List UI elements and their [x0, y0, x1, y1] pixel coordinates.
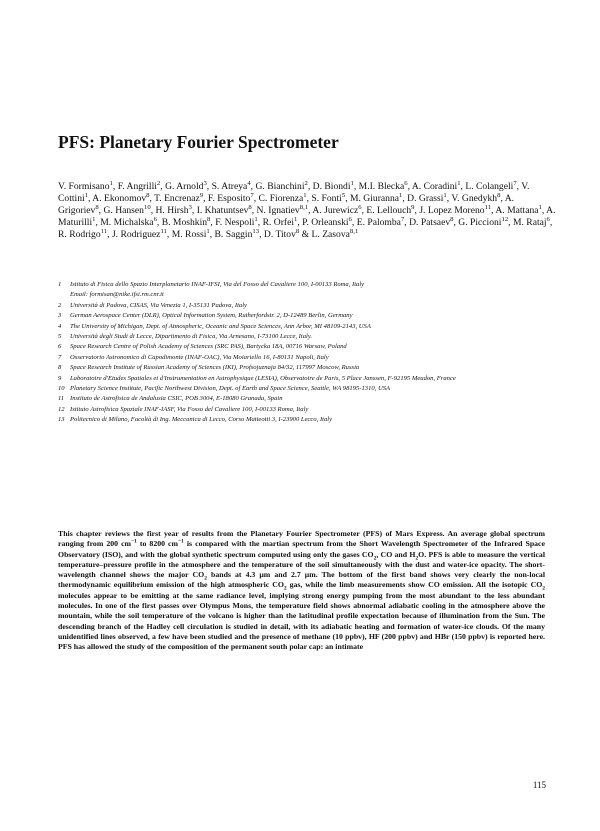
affiliation-item [58, 415, 558, 425]
affiliation-number: 9 [58, 374, 62, 382]
author-name: M. Rossi [171, 229, 207, 240]
author-name: M. Michalska [100, 217, 154, 228]
author-name: A. Grigoriev [58, 193, 515, 216]
affiliation-text: Politecnico di Milano, Facoltà di Ing. Meccanica di Lecco, Corso Matteotti 3, I-23900 Lecco, Italy [70, 416, 333, 424]
author-name: L. Colangeli [465, 181, 514, 192]
author-affiliation-mark: 6 [404, 179, 408, 187]
author-affiliation-mark: 1 [457, 179, 461, 187]
abstract-text: 2 [415, 555, 419, 562]
author-name: F. Angrilli [117, 181, 157, 192]
author-name: A. Mattana [495, 205, 539, 216]
affiliation-item [58, 384, 558, 394]
author-affiliation-mark: 3 [188, 203, 192, 211]
author-affiliation-mark: 8 [248, 203, 252, 211]
author-affiliation-mark: 1 [303, 191, 307, 199]
author-affiliation-mark: 2 [156, 179, 161, 187]
author [312, 229, 359, 240]
author-name: G. Hansen [103, 205, 144, 216]
affiliation-text: Planetary Science Institute, Pacific Northwest Division, Dept. of Earth and Space Science, Seattle, WA 98195-1310, USA [70, 385, 391, 393]
affiliation-item [58, 280, 558, 290]
author-name: S. Atreya [211, 181, 248, 192]
author-name: D. Patsaev [409, 217, 451, 228]
affiliation-number: 6 [58, 343, 62, 351]
affiliation-number: 8 [58, 364, 62, 372]
author [407, 193, 447, 204]
author-affiliation-mark: 1 [399, 191, 403, 199]
affiliation-text: German Aerospace Center (DLR), Optical Information System, Rutherfordstr. 2, D-12489 Berlin, Germany [70, 312, 353, 320]
author-affiliation-mark: 8 [450, 215, 454, 223]
author-affiliation-mark: 5 [341, 191, 346, 199]
author-name: M. Giuranna [349, 193, 400, 204]
abstract-text: , CO and H [376, 549, 416, 559]
author-affiliation-mark: 12 [501, 215, 509, 223]
affiliation-text: Instituto de Astrofisica de Andalusia CSIC, POB 3004, E-18080 Granada, Spain [70, 395, 283, 403]
author [412, 181, 461, 192]
author [103, 205, 150, 216]
author-name: N. Ignatiev [256, 205, 300, 216]
author-name: F. Nespoli [215, 217, 255, 228]
author-affiliation-mark: 1 [443, 191, 447, 199]
author [58, 229, 107, 240]
affiliation-number: 13 [58, 416, 65, 424]
affiliation-item [58, 405, 558, 415]
author-affiliation-mark: 8,1 [349, 227, 359, 235]
author [366, 205, 414, 216]
author-affiliation-mark: 8,1 [299, 203, 309, 211]
author-affiliation-mark: 8 [95, 203, 99, 211]
author-affiliation-mark: 1 [350, 179, 354, 187]
author [458, 217, 508, 228]
author-affiliation-mark: 7 [250, 191, 254, 199]
abstract-text: to 8200 cm [136, 539, 179, 549]
affiliation-item [58, 363, 558, 373]
author [255, 181, 307, 192]
author [313, 181, 354, 192]
author-name: D. Grassi [407, 193, 444, 204]
author-name: E. Lellouch [366, 205, 412, 216]
author [154, 193, 203, 204]
affiliation-item [58, 353, 558, 363]
author [165, 181, 207, 192]
author-affiliation-mark: 1 [84, 191, 89, 199]
author [58, 181, 113, 192]
affiliation-text: Email: formisan@nike.ifsi.rm.cnr.it [70, 291, 164, 299]
affiliation-item [58, 322, 558, 332]
author-affiliation-mark: 1 [109, 179, 113, 187]
author-name: F. Esposito [207, 193, 251, 204]
affiliation-list [58, 280, 558, 426]
author [215, 229, 260, 240]
author-name: T. Encrenaz [154, 193, 200, 204]
author-name: M.I. Blecka [358, 181, 405, 192]
author [162, 217, 211, 228]
affiliation-number: 7 [58, 353, 62, 361]
author [155, 205, 191, 216]
affiliation-item [58, 290, 558, 300]
abstract-text: This chapter reviews the first year of results from the Planetary Fourier Spectrometer (PFS) of Mars Express. An average global spectrum ranging from 200 cm [58, 529, 545, 549]
page-number: 115 [532, 780, 546, 790]
author-name: B. Saggin [214, 229, 253, 240]
author [359, 181, 408, 192]
author-affiliation-mark: 7 [400, 215, 405, 223]
author-affiliation-mark: 11 [160, 227, 167, 235]
affiliation-item [58, 374, 558, 384]
affiliation-number: 5 [58, 333, 62, 341]
author [212, 181, 251, 192]
author-name: A. Ekonomov [92, 193, 147, 204]
affiliation-text: Laboratoire d'Etudes Spatiales et d'Instrumentation en Astrophysique (LESIA), Observatoire de Paris, 5 Place Janssen, F-92195 Meudon, France [70, 374, 456, 382]
author-affiliation-mark: 7 [513, 179, 517, 187]
author-affiliation-mark: 1 [538, 203, 542, 211]
author [263, 217, 298, 228]
affiliation-text: Università di Padova, CISAS, Via Venezia 1, I-35131 Padova, Italy [70, 301, 247, 309]
author-name: I. Khatuntsev [196, 205, 249, 216]
author [215, 217, 258, 228]
author-affiliation-mark: 8 [207, 215, 211, 223]
author [257, 205, 309, 216]
author-affiliation-mark: 6 [348, 215, 352, 223]
author [100, 217, 157, 228]
author [302, 217, 352, 228]
author-affiliation-mark: 11 [484, 203, 492, 211]
author-list: V. Formisano$^1$, F. Angrilli$^2$, G. Arnold$^3$, S. Atreya$^4$, G. Bianchini$^2$, D. Biondi$^1$, M.I. Blecka$^6$, A. Coradini$^1$, L. Colangeli$^7$, V. Cottini$^1$, A. Ekonomov$^8$, T. Encrenaz$^9$, F. Esposito$^7$, C. Fiorenza$^1$, S. Fonti$^5$, M. Giuranna$^1$, D. Grassi$^1$, V. Gnedykh$^8$, A. Grigoriev$^8$, G. Hansen$^{10}$, H. Hirsh$^3$, I. Khatuntsev$^8$, N. Ignatiev$^{8,1}$, A. Jurewicz$^6$, E. Lellouch$^9$, J. Lopez Moreno$^{11}$, A. Mattana$^1$, A. Maturilli$^1$, M. Michalska$^6$, B. Moshkin$^8$, F. Nespoli$^1$, R. Orfei$^1$, P. Orleanski$^6$, E. Palomba$^7$, D. Patsaev$^8$, G. Piccioni$^{12}$, M. Rataj$^6$, R. Rodrigo$^{11}$, J. Rodriguez$^{11}$, M. Rossi$^1$, B. Saggin$^{13}$, D. Titov$^8$ & L. Zasova$^{8,1}$ [58, 179, 556, 240]
affiliation-item [58, 301, 558, 311]
affiliation-item [58, 342, 558, 352]
abstract-text: bands at 4.3 μm and 2.7 μm. The bottom of the first band shows very clearly the non-local thermodynamic equilibrium emission of the high atmospheric CO [58, 570, 545, 590]
author-affiliation-mark: 3 [203, 179, 207, 187]
author-affiliation-mark: 2 [304, 179, 308, 187]
author [264, 229, 299, 240]
author-name: E. Palomba [356, 217, 401, 228]
abstract-text: 2 [204, 575, 207, 582]
author-name: G. Piccioni [458, 217, 502, 228]
abstract-text: O. PFS is able to measure the vertical temperature–pressure profile in the atmosphere and the temperature of the soil simultaneously with the dust and water-ice opacity. The short-wavelength channel shows the major CO [58, 549, 545, 580]
author-affiliation-mark: 6 [153, 215, 157, 223]
author-affiliation-mark: 13 [252, 227, 260, 235]
author-affiliation-mark: 9 [199, 191, 204, 199]
author-name: A. Coradini [411, 181, 458, 192]
affiliation-number: 3 [58, 312, 62, 320]
abstract-text: 2 [542, 586, 545, 593]
author [208, 193, 254, 204]
abstract-text: molecules appear to be emitting at the same radiance level, implying strong energy pumping from the most abundant to the less abundant molecules. In one of the first passes over Olympus Mons, the temperature field shows abnormal adiabatic cooling in the atmosphere above the mountain, while the soil temperature of the volcano is higher than the latitudinal profile expectation because of illumination from the Sun. The descending branch of the Hadley cell circulation is studied in detail, with its adiabatic heating and formation of water-ice clouds. Of the many unidentified lines observed, a few have been studied and the presence of methane (10 ppbv), HF (200 ppbv) and HBr (150 ppbv) is reported here. PFS has allowed the study of the composition of the permanent south polar cap: an intimate [58, 590, 545, 652]
author-affiliation-mark: 4 [247, 179, 251, 187]
author-name: S. Fonti [311, 193, 342, 204]
abstract-text: is compared with the martian spectrum from the Short Wavelength Spectrometer of the Infrared Space Observatory (ISO), and with the global synthetic spectrum computed using only the gases CO [58, 539, 545, 559]
author [118, 181, 161, 192]
author-affiliation-mark: 1 [206, 227, 210, 235]
author-affiliation-mark: 8 [146, 191, 150, 199]
author-name: D. Titov [263, 229, 296, 240]
affiliation-item [58, 394, 558, 404]
author [419, 205, 491, 216]
author [513, 217, 550, 228]
author-affiliation-mark: 1 [254, 215, 258, 223]
author-affiliation-mark: 1 [92, 215, 96, 223]
abstract-text: −1 [178, 538, 184, 545]
author-affiliation-mark: 1 [294, 215, 298, 223]
author [197, 205, 252, 216]
author-affiliation-mark: 11 [100, 227, 108, 235]
author-name: V. Cottini [58, 181, 530, 204]
author-name: M. Rataj [512, 217, 547, 228]
affiliation-number: 4 [58, 322, 62, 330]
abstract-text: 2 [373, 555, 377, 562]
author-name: C. Fiorenza [258, 193, 304, 204]
author-affiliation-mark: 8 [497, 191, 501, 199]
affiliation-item [58, 332, 558, 342]
abstract-text: −1 [131, 538, 137, 545]
abstract-text: 2 [283, 586, 287, 593]
affiliation-text: Università degli Studi di Lecce, Dipartimento di Fisica, Via Arnesano, I-73100 Lecce, Italy. [70, 333, 313, 341]
affiliation-number: 12 [58, 405, 65, 413]
author [259, 193, 307, 204]
affiliation-number: 1 [58, 281, 62, 288]
affiliation-number: 11 [58, 395, 65, 403]
affiliation-text: Istituto Astrofisica Spaziale INAF-IASF, Via Fosso del Cavaliere 100, I-00133 Roma, Italy [70, 405, 309, 413]
affiliation-text: Space Research Institute of Russian Academy of Sciences (IKI), Profsojuznaja 84/32, 117997 Moscow, Russia [70, 364, 360, 372]
affiliation-text: Istituto di Fisica dello Spazio Interplanetario INAF-IFSI, Via del Fosso del Cavaliere 100, I-00133 Roma, Italy [70, 281, 365, 288]
author [409, 217, 453, 228]
author-name: V. Gnedykh [451, 193, 498, 204]
author-affiliation-mark: 6 [546, 215, 550, 223]
abstract-text: gas, while the limb measurements show CO emission. All the isotopic CO [286, 580, 543, 590]
affiliation-number: 10 [58, 385, 65, 393]
affiliation-item [58, 311, 558, 321]
author [112, 229, 167, 240]
author-name: V. Formisano [58, 181, 110, 192]
author-name: H. Hirsh [155, 205, 189, 216]
author-name: R. Orfei [262, 217, 295, 228]
author-name: J. Rodriguez [111, 229, 161, 240]
abstract [58, 529, 545, 653]
author [357, 217, 405, 228]
author-name: B. Moshkin [161, 217, 208, 228]
affiliation-text: Space Research Centre of Polish Academy of Sciences (SRC PAS), Bartycka 18A, 00716 Warsaw, Poland [70, 343, 347, 351]
author-name: A. Maturilli [58, 205, 556, 228]
author [451, 193, 500, 204]
author [465, 181, 516, 192]
author-affiliation-mark: 8 [295, 227, 300, 235]
author [312, 205, 361, 216]
author [495, 205, 542, 216]
author [350, 193, 402, 204]
author-affiliation-mark: 10 [143, 203, 151, 211]
author-name: R. Rodrigo [58, 229, 101, 240]
author-affiliation-mark: 6 [358, 203, 362, 211]
author-name: G. Bianchini [255, 181, 305, 192]
affiliation-text: Osservatorio Astronomico di Capodimonte (INAF-OAC), Via Moiariello 16, I-80131 Napoli, Italy [70, 353, 329, 361]
author-name: J. Lopez Moreno [419, 205, 485, 216]
author-name: L. Zasova [311, 229, 350, 240]
author-name: G. Arnold [165, 181, 204, 192]
author-name: D. Biondi [312, 181, 351, 192]
author [172, 229, 210, 240]
paper-title: PFS: Planetary Fourier Spectrometer [58, 132, 339, 152]
author-name: P. Orleanski [302, 217, 349, 228]
affiliation-text: The University of Michigan, Dept. of Atmospheric, Oceanic and Space Sciences, Ann Arbor, MI 48109-2143, USA [70, 322, 371, 330]
affiliation-number: 2 [58, 301, 62, 309]
author [311, 193, 345, 204]
author [92, 193, 149, 204]
author-name: A. Jurewicz [312, 205, 359, 216]
author-affiliation-mark: 9 [411, 203, 415, 211]
